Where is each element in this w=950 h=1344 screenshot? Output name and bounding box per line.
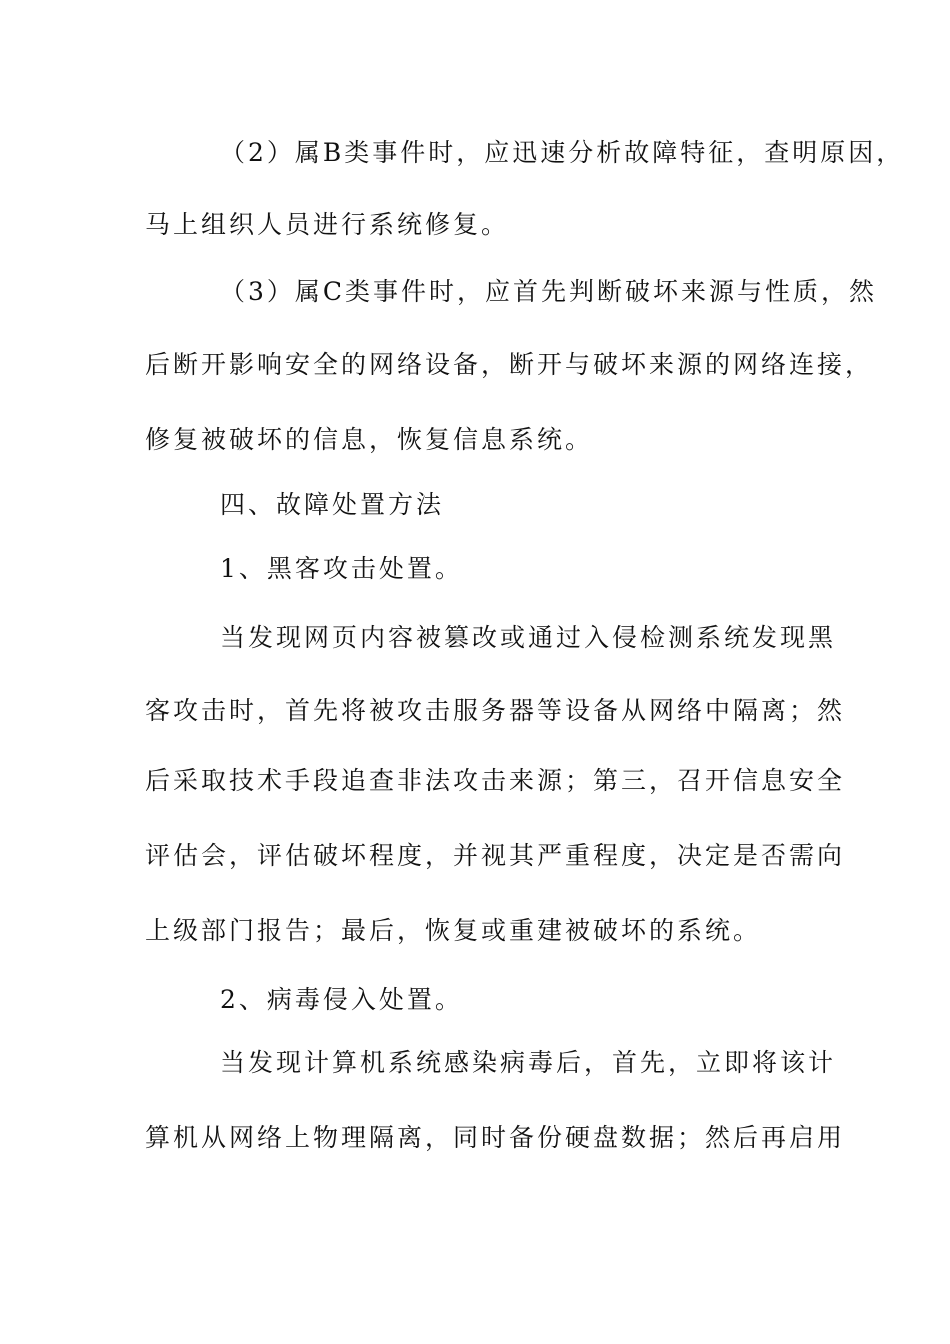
paragraph-line: 修复被破坏的信息，恢复信息系统。 xyxy=(145,425,594,454)
paragraph-line: 后断开影响安全的网络设备，断开与破坏来源的网络连接， xyxy=(145,350,874,379)
section-heading: 四、故障处置方法 xyxy=(220,490,445,519)
subsection-heading: 2、病毒侵入处置。 xyxy=(220,985,463,1014)
paragraph-line: （3）属C类事件时，应首先判断破坏来源与性质，然 xyxy=(220,277,878,306)
paragraph-line: 评估会，评估破坏程度，并视其严重程度，决定是否需向 xyxy=(145,841,846,870)
paragraph-line: 上级部门报告；最后，恢复或重建被破坏的系统。 xyxy=(145,916,762,945)
paragraph-line: （2）属B类事件时，应迅速分析故障特征，查明原因， xyxy=(220,138,905,167)
subsection-heading: 1、黑客攻击处置。 xyxy=(220,554,463,583)
paragraph-line: 当发现网页内容被篡改或通过入侵检测系统发现黑 xyxy=(220,623,837,652)
paragraph-line: 当发现计算机系统感染病毒后，首先，立即将该计 xyxy=(220,1048,837,1077)
paragraph-line: 马上组织人员进行系统修复。 xyxy=(145,210,510,239)
paragraph-line: 后采取技术手段追查非法攻击来源；第三，召开信息安全 xyxy=(145,766,846,795)
paragraph-line: 客攻击时，首先将被攻击服务器等设备从网络中隔离；然 xyxy=(145,696,846,725)
paragraph-line: 算机从网络上物理隔离，同时备份硬盘数据；然后再启用 xyxy=(145,1123,846,1152)
